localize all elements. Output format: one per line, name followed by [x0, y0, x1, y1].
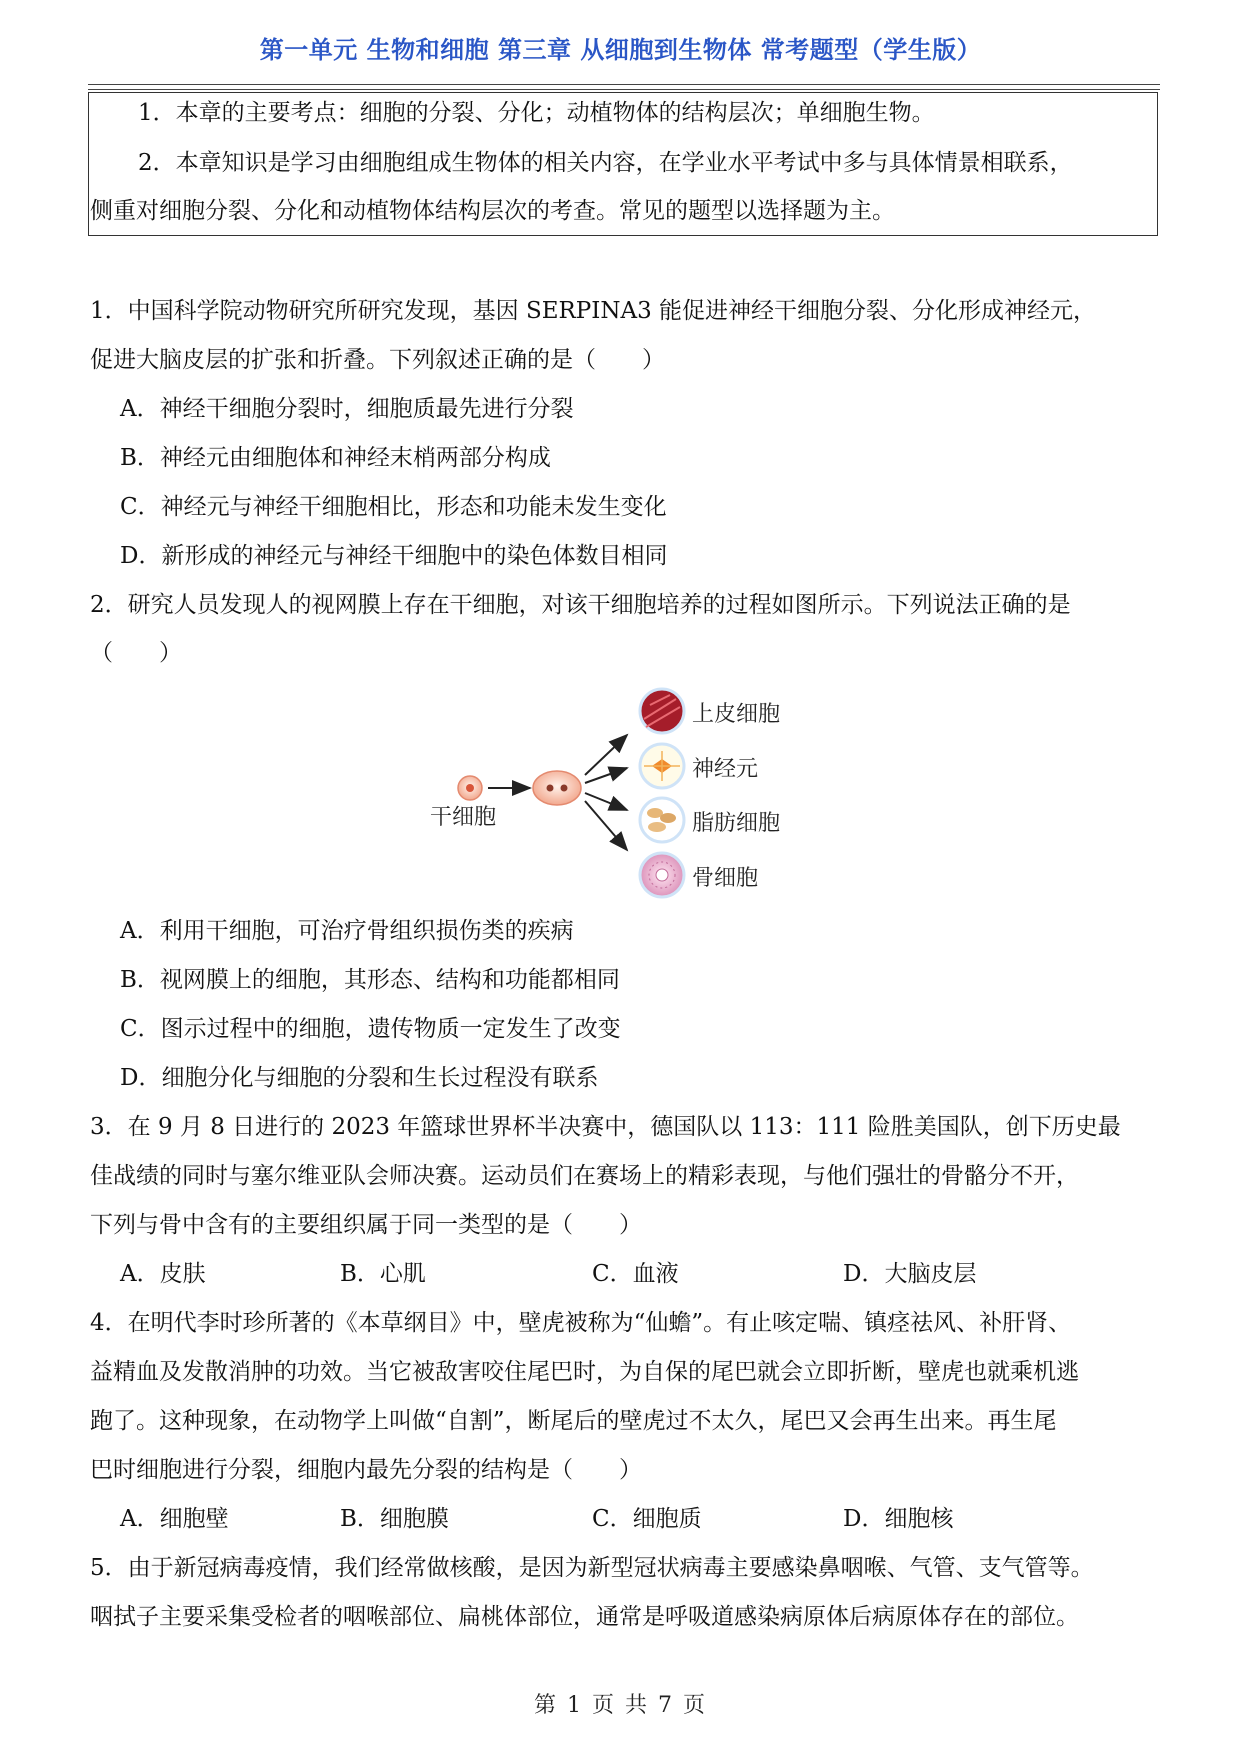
neuron-icon [640, 744, 684, 788]
summary-line-2: 2．本章知识是学习由细胞组成生物体的相关内容，在学业水平考试中多与具体情景相联系， [138, 150, 1073, 176]
label-epithelial-cell: 上皮细胞 [692, 702, 781, 727]
header-divider-thin [88, 89, 1160, 90]
question-2-line-2: （ ） [90, 640, 182, 666]
question-3-line-3: 下列与骨中含有的主要组织属于同一类型的是（ ） [90, 1212, 642, 1238]
question-4-option-b: B．细胞膜 [340, 1506, 449, 1532]
summary-line-1: 1．本章的主要考点：细胞的分裂、分化；动植物体的结构层次；单细胞生物。 [138, 100, 935, 126]
question-2-option-d: D．细胞分化与细胞的分裂和生长过程没有联系 [120, 1065, 599, 1091]
page-number: 第 1 页 共 7 页 [534, 1693, 707, 1718]
question-3-option-c: C．血液 [592, 1261, 679, 1287]
question-5-line-1: 5．由于新冠病毒疫情，我们经常做核酸，是因为新型冠状病毒主要感染鼻咽喉、气管、支气管等。 [90, 1555, 1094, 1581]
question-4-line-1: 4．在明代李时珍所著的《本草纲目》中，壁虎被称为“仙蟾”。有止咳定喘、镇痉祛风、补肝肾、 [90, 1310, 1072, 1336]
question-3-line-1: 3．在 9 月 8 日进行的 2023 年篮球世界杯半决赛中，德国队以 113：111 险胜美国队，创下历史最 [90, 1114, 1121, 1140]
question-3-line-2: 佳战绩的同时与塞尔维亚队会师决赛。运动员们在赛场上的精彩表现，与他们强壮的骨骼分不开， [90, 1163, 1079, 1189]
dividing-cell-icon [533, 771, 581, 805]
question-5-line-2: 咽拭子主要采集受检者的咽喉部位、扁桃体部位，通常是呼吸道感染病原体后病原体存在的部位。 [90, 1604, 1079, 1630]
arrow-to-epithelial [585, 735, 627, 775]
header-divider [88, 84, 1160, 85]
question-4-line-3: 跑了。这种现象，在动物学上叫做“自割”，断尾后的壁虎过不太久，尾巴又会再生出来。再生尾 [90, 1408, 1057, 1434]
label-bone-cell: 骨细胞 [692, 866, 759, 891]
question-4-option-a: A．细胞壁 [120, 1506, 229, 1532]
label-stem-cell: 干细胞 [430, 805, 497, 830]
question-1-option-c: C．神经元与神经干细胞相比，形态和功能未发生变化 [120, 494, 667, 520]
question-1-option-a: A．神经干细胞分裂时，细胞质最先进行分裂 [120, 396, 574, 422]
stem-cell-differentiation-figure [430, 675, 810, 910]
question-1-option-d: D．新形成的神经元与神经干细胞中的染色体数目相同 [120, 543, 668, 569]
label-fat-cell: 脂肪细胞 [692, 811, 781, 836]
question-3-option-d: D．大脑皮层 [843, 1261, 977, 1287]
bone-cell-icon [640, 853, 684, 897]
question-2-line-1: 2．研究人员发现人的视网膜上存在干细胞，对该干细胞培养的过程如图所示。下列说法正确的是 [90, 592, 1071, 618]
question-3-option-b: B．心肌 [340, 1261, 426, 1287]
question-4-option-c: C．细胞质 [592, 1506, 702, 1532]
question-4-line-2: 益精血及发散消肿的功效。当它被敌害咬住尾巴时，为自保的尾巴就会立即折断，壁虎也就乘机逃 [90, 1359, 1079, 1385]
page-title: 第一单元 生物和细胞 第三章 从细胞到生物体 常考题型（学生版） [259, 36, 982, 64]
question-4-option-d: D．细胞核 [843, 1506, 954, 1532]
fat-cell-icon [640, 798, 684, 842]
stem-cell-icon [458, 776, 482, 800]
question-1-option-b: B．神经元由细胞体和神经末梢两部分构成 [120, 445, 551, 471]
question-2-option-c: C．图示过程中的细胞，遗传物质一定发生了改变 [120, 1016, 621, 1042]
question-1-line-2: 促进大脑皮层的扩张和折叠。下列叙述正确的是（ ） [90, 347, 665, 373]
label-neuron: 神经元 [692, 757, 759, 782]
question-3-option-a: A．皮肤 [120, 1261, 206, 1287]
question-2-option-b: B．视网膜上的细胞，其形态、结构和功能都相同 [120, 967, 620, 993]
epithelial-cell-icon [640, 689, 684, 733]
question-4-line-4: 巴时细胞进行分裂，细胞内最先分裂的结构是（ ） [90, 1457, 642, 1483]
question-2-option-a: A．利用干细胞，可治疗骨组织损伤类的疾病 [120, 918, 574, 944]
summary-line-3: 侧重对细胞分裂、分化和动植物体结构层次的考查。常见的题型以选择题为主。 [90, 198, 895, 224]
question-1-line-1: 1．中国科学院动物研究所研究发现，基因 SERPINA3 能促进神经干细胞分裂、分化形成神经元， [90, 298, 1097, 324]
